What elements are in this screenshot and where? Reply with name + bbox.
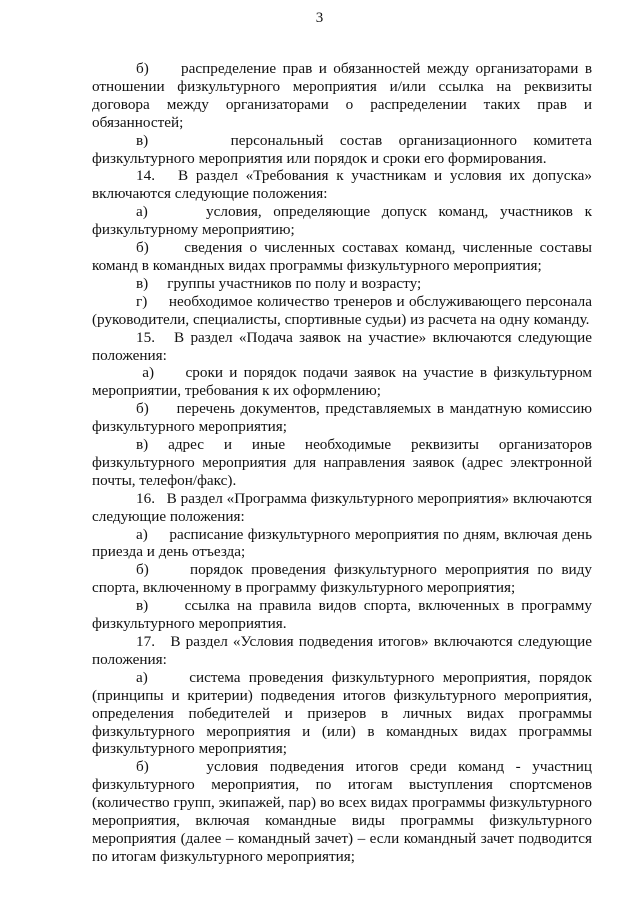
- paragraph-14-b: б) сведения о численных составах команд, численные составы команд в командных видах программы физкультурного мероприятия;: [92, 239, 592, 274]
- paragraph-16-v: в) ссылка на правила видов спорта, включенных в программу физкультурного мероприятия.: [92, 597, 592, 633]
- paragraph-14-v: в) группы участников по полу и возрасту;: [136, 274, 422, 292]
- paragraph-16-b: б) порядок проведения физкультурного мероприятия по виду спорта, включенному в программу физкультурного мероприятия;: [92, 561, 592, 597]
- paragraph-14-v-organizing-committee: в) персональный состав организационного комитета физкультурного мероприятия или порядок и сроки его формирования.: [92, 131, 592, 167]
- document-body: [92, 60, 592, 866]
- paragraph-14-b-rights-distribution: б) распределение прав и обязанностей между организаторами в отношении физкультурного мероприятия и/или ссылка на реквизиты договора между организаторами о распределении таких прав и обязанностей;: [92, 60, 592, 131]
- paragraph-16-a: а) расписание физкультурного мероприятия по дням, включая день приезда и день отъезда;: [92, 525, 592, 561]
- paragraph-16-heading: 16. В раздел «Программа физкультурного мероприятия» включаются следующие положения:: [92, 489, 592, 525]
- paragraph-15-v: в) адрес и иные необходимые реквизиты организаторов физкультурного мероприятия для направления заявок (адрес электронной почты, телефон/факс).: [92, 436, 592, 489]
- paragraph-15-b: б) перечень документов, представляемых в мандатную комиссию физкультурного мероприятия;: [92, 400, 592, 436]
- paragraph-17-b: б) условия подведения итогов среди команд - участниц физкультурного мероприятия, по итогам выступления спортсменов (количество групп, экипажей, пар) во всех видах программы физкультурного мероприятия, включая командные виды программы физкультурного мероприятия (далее – командный зачет) – если командный зачет подводится по итогам физкультурного мероприятия;: [92, 758, 592, 865]
- paragraph-14-a: а) условия, определяющие допуск команд, участников к физкультурному мероприятию;: [92, 203, 592, 239]
- paragraph-14-heading: 14. В раздел «Требования к участникам и условия их допуска» включаются следующие положения:: [92, 167, 592, 203]
- paragraph-17-a: а) система проведения физкультурного мероприятия, порядок (принципы и критерии) подведения итогов физкультурного мероприятия, определения победителей и призеров в личных видах программы физкультурного мероприятия и (или) в командных видах программы физкультурного мероприятия;: [92, 668, 592, 758]
- paragraph-15-a: а) сроки и порядок подачи заявок на участие в физкультурном мероприятии, требования к их оформлению;: [92, 364, 592, 400]
- paragraph-17-heading: 17. В раздел «Условия подведения итогов» включаются следующие положения:: [92, 633, 592, 668]
- paragraph-15-heading: 15. В раздел «Подача заявок на участие» включаются следующие положения:: [92, 328, 592, 364]
- page-number: 3: [315, 10, 324, 26]
- paragraph-14-g: г) необходимое количество тренеров и обслуживающего персонала (руководители, специалисты, спортивные судьи) из расчета на одну команду.: [92, 292, 592, 328]
